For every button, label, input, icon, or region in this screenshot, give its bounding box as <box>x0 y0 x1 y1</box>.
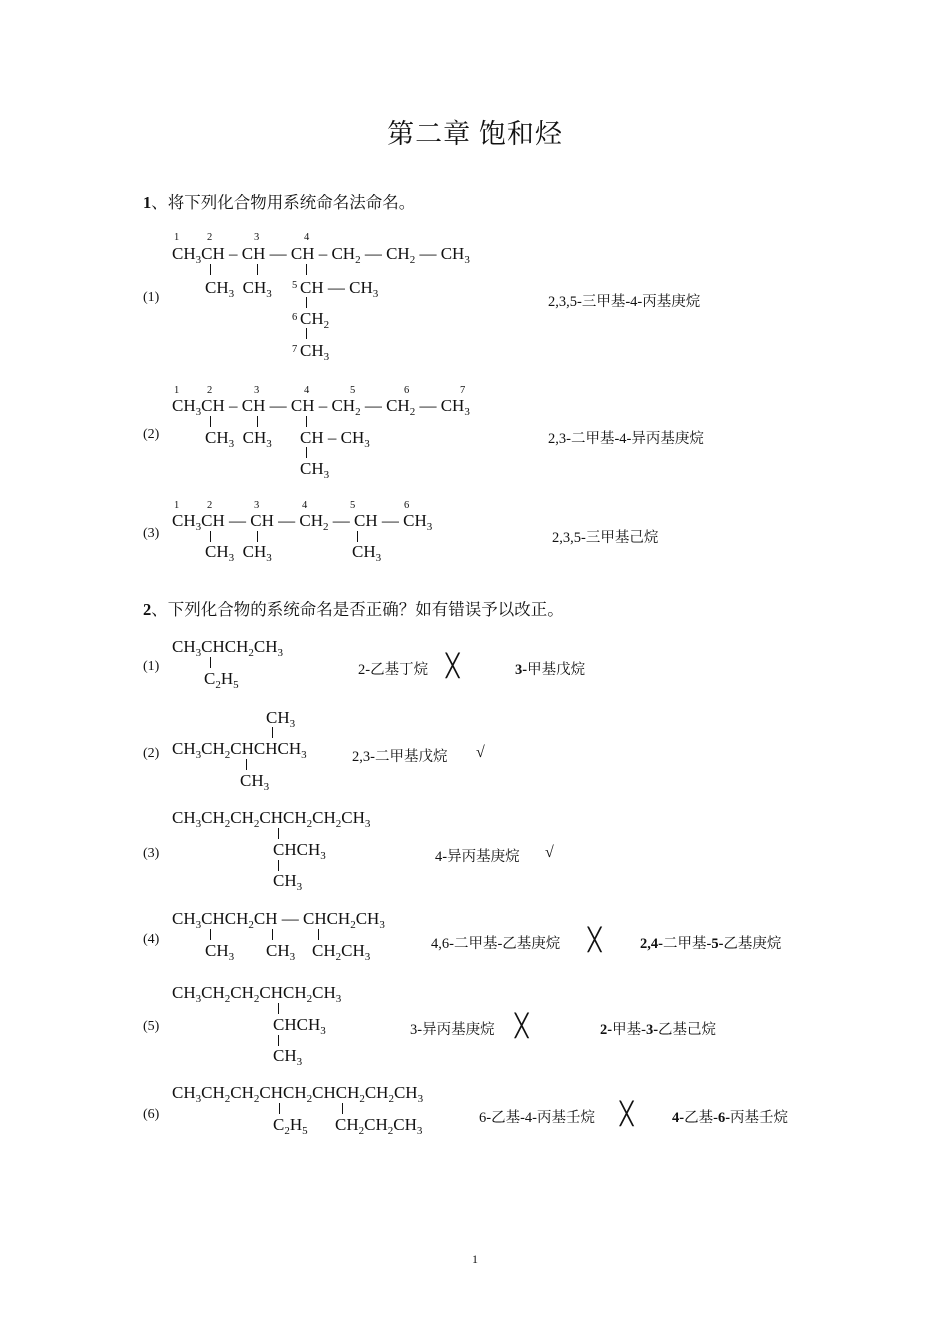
q1-item-2-label: (2) <box>143 427 160 442</box>
q2-item-5-correction: 2-甲基-3-乙基己烷 <box>600 1022 717 1038</box>
q1-item-1-label: (1) <box>143 290 160 305</box>
q1-item-3-answer: 2,3,5-三甲基己烷 <box>552 530 659 546</box>
wrong-mark-icon: ╳ <box>515 1013 529 1038</box>
q2-item-1-label: (1) <box>143 659 160 674</box>
wrong-mark-icon: ╳ <box>588 927 602 952</box>
q2-item-4-label: (4) <box>143 932 160 947</box>
q2-item-6-correction: 4-乙基-6-丙基壬烷 <box>672 1110 789 1126</box>
q2-item-6-label: (6) <box>143 1107 160 1122</box>
wrong-mark-icon: ╳ <box>446 653 460 678</box>
q2-item-4-correction: 2,4-二甲基-5-乙基庚烷 <box>640 936 782 952</box>
question-2-number: 2 <box>143 600 152 619</box>
q2-item-4-given: 4,6-二甲基-乙基庚烷 <box>431 936 561 952</box>
q1-item-2-answer: 2,3-二甲基-4-异丙基庚烷 <box>548 431 704 447</box>
question-2-text: 、下列化合物的系统命名是否正确？如有错误予以改正。 <box>151 600 564 619</box>
q2-item-5-given: 3-异丙基庚烷 <box>410 1022 495 1038</box>
q2-item-5-label: (5) <box>143 1019 160 1034</box>
q2-item-3-label: (3) <box>143 846 160 861</box>
page-number: 1 <box>472 1252 478 1266</box>
q1-item-1-answer: 2,3,5-三甲基-4-丙基庚烷 <box>548 294 701 310</box>
question-1-text: 、将下列化合物用系统命名法命名。 <box>151 193 416 212</box>
q2-item-3-given: 4-异丙基庚烷 <box>435 849 520 865</box>
q2-item-1-given: 2-乙基丁烷 <box>358 662 429 678</box>
wrong-mark-icon: ╳ <box>620 1101 634 1126</box>
correct-mark-icon: √ <box>476 744 485 761</box>
q2-item-2-label: (2) <box>143 746 160 761</box>
page-title: 第二章 饱和烃 <box>387 119 563 149</box>
question-1-heading <box>143 189 415 213</box>
q2-item-6-given: 6-乙基-4-丙基壬烷 <box>479 1110 595 1126</box>
q1-item-3-label: (3) <box>143 526 160 541</box>
correct-mark-icon: √ <box>545 844 554 861</box>
question-2-heading <box>143 596 564 620</box>
question-1-number: 1 <box>143 193 152 212</box>
q2-item-1-correction: 3-甲基戊烷 <box>515 662 586 678</box>
q2-item-2-given: 2,3-二甲基戊烷 <box>352 749 448 765</box>
